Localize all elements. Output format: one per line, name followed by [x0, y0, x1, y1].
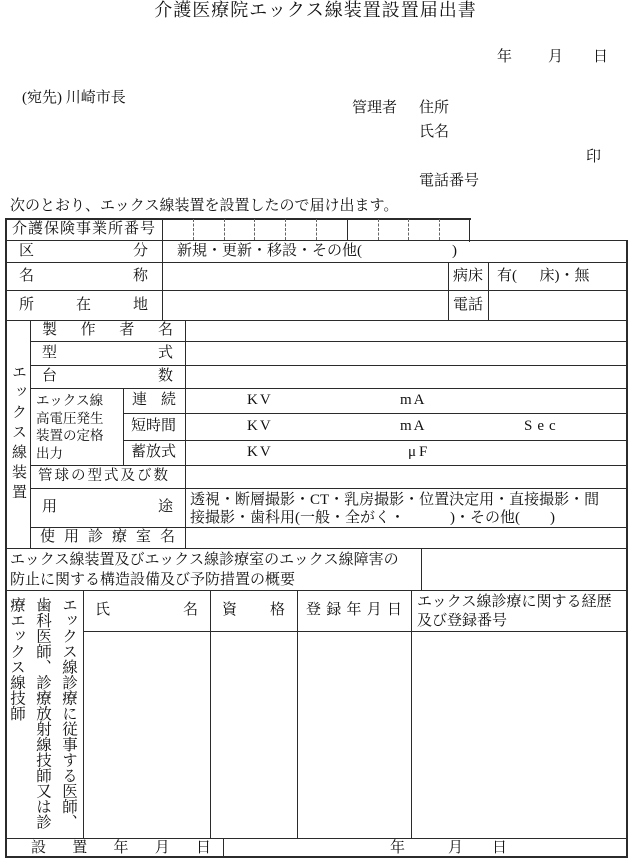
xray-section-label: エックス線装置: [10, 364, 26, 504]
beds-value: 有( 床)・無: [497, 268, 590, 284]
install-date-label: 設 置 年 月 日: [31, 840, 211, 856]
grid-line: [378, 219, 379, 240]
grid-line: [488, 262, 489, 320]
capacitor-label: 蓄放式: [131, 444, 177, 460]
grid-line: [5, 548, 628, 549]
staff-side-label: エックス線診療に従事する医師、歯科医師、診療放射線技師又は診療エックス線技師: [8, 597, 77, 830]
beds-label: 病床: [452, 268, 483, 284]
grid-line: [421, 548, 422, 590]
grid-line: [439, 219, 440, 240]
facility-name-label: 名 称: [19, 268, 148, 284]
install-day-label: 日: [492, 840, 508, 856]
staff-col-name: 氏 名: [95, 602, 198, 618]
manager-name-label: 氏名: [419, 124, 450, 140]
continuous-label: 連 続: [132, 392, 176, 408]
install-month-label: 月: [448, 840, 464, 856]
usage-value-line2: 接撮影・歯科用(一般・全がく・ )・その他( ): [190, 510, 555, 526]
uf-unit-capacitor: μF: [408, 444, 431, 460]
grid-line: [254, 219, 255, 240]
kv-unit-continuous: KV: [247, 392, 273, 408]
grid-line: [223, 838, 224, 858]
short-time-label: 短時間: [131, 418, 177, 434]
hv-rating-label: エックス線高電圧発生装置の定格出力: [36, 393, 104, 461]
form-title: 介護医療院エックス線装置設置届出書: [154, 0, 477, 20]
model-label: 型 式: [42, 345, 173, 361]
grid-line: [316, 219, 317, 240]
grid-line: [162, 218, 163, 320]
tube-label: 管球の型式及び数: [38, 468, 170, 484]
grid-line: [83, 631, 628, 632]
usage-label: 用 途: [42, 499, 173, 515]
seal-label: 印: [586, 149, 602, 165]
date-year-label: 年: [497, 49, 513, 65]
grid-line: [408, 219, 409, 240]
grid-line: [347, 219, 348, 240]
grid-line: [30, 388, 628, 389]
ma-unit-short: mA: [400, 418, 427, 434]
overview-label: エックス線装置及びエックス線診療室のエックス線障害の防止に関する構造設備及び予防措置の概要: [10, 552, 399, 588]
staff-col-history: エックス線診療に関する経歴及び登録番号: [417, 594, 612, 629]
office-number-label: 介護保険事業所番号: [12, 221, 155, 237]
grid-line: [123, 440, 628, 441]
category-value: 新規・更新・移設・その他( ): [177, 243, 457, 259]
grid-line: [285, 219, 286, 240]
install-year-label: 年: [390, 840, 406, 856]
manager-label: 管理者: [352, 100, 398, 116]
grid-line: [193, 219, 194, 240]
addressee: (宛先) 川崎市長: [22, 90, 126, 106]
kv-unit-short: KV: [247, 418, 273, 434]
grid-line: [411, 590, 412, 838]
sec-unit-short: Sec: [524, 418, 561, 434]
grid-line: [185, 320, 186, 548]
manager-phone-label: 電話番号: [419, 173, 480, 189]
staff-col-qualification: 資 格: [222, 602, 285, 618]
room-label: 使 用 診 療 室 名: [40, 529, 175, 545]
grid-line: [469, 218, 470, 242]
date-month-label: 月: [548, 49, 564, 65]
tel-label: 電話: [452, 297, 483, 313]
manager-address-label: 住所: [419, 100, 450, 116]
usage-value-line1: 透視・断層撮影・CT・乳房撮影・位置決定用・直接撮影・間: [190, 492, 600, 508]
grid-line: [224, 219, 225, 240]
units-label: 台 数: [42, 368, 173, 384]
category-label: 区 分: [19, 243, 148, 259]
location-label: 所 在 地: [19, 297, 148, 313]
kv-unit-capacitor: KV: [247, 444, 273, 460]
intro-text: 次のとおり、エックス線装置を設置したので届け出ます。: [10, 198, 399, 214]
maker-label: 製 作 者 名: [42, 322, 173, 338]
grid-line: [626, 240, 628, 858]
date-day-label: 日: [593, 49, 609, 65]
staff-col-reg-date: 登 録 年 月 日: [306, 602, 402, 618]
ma-unit-continuous: mA: [400, 392, 427, 408]
